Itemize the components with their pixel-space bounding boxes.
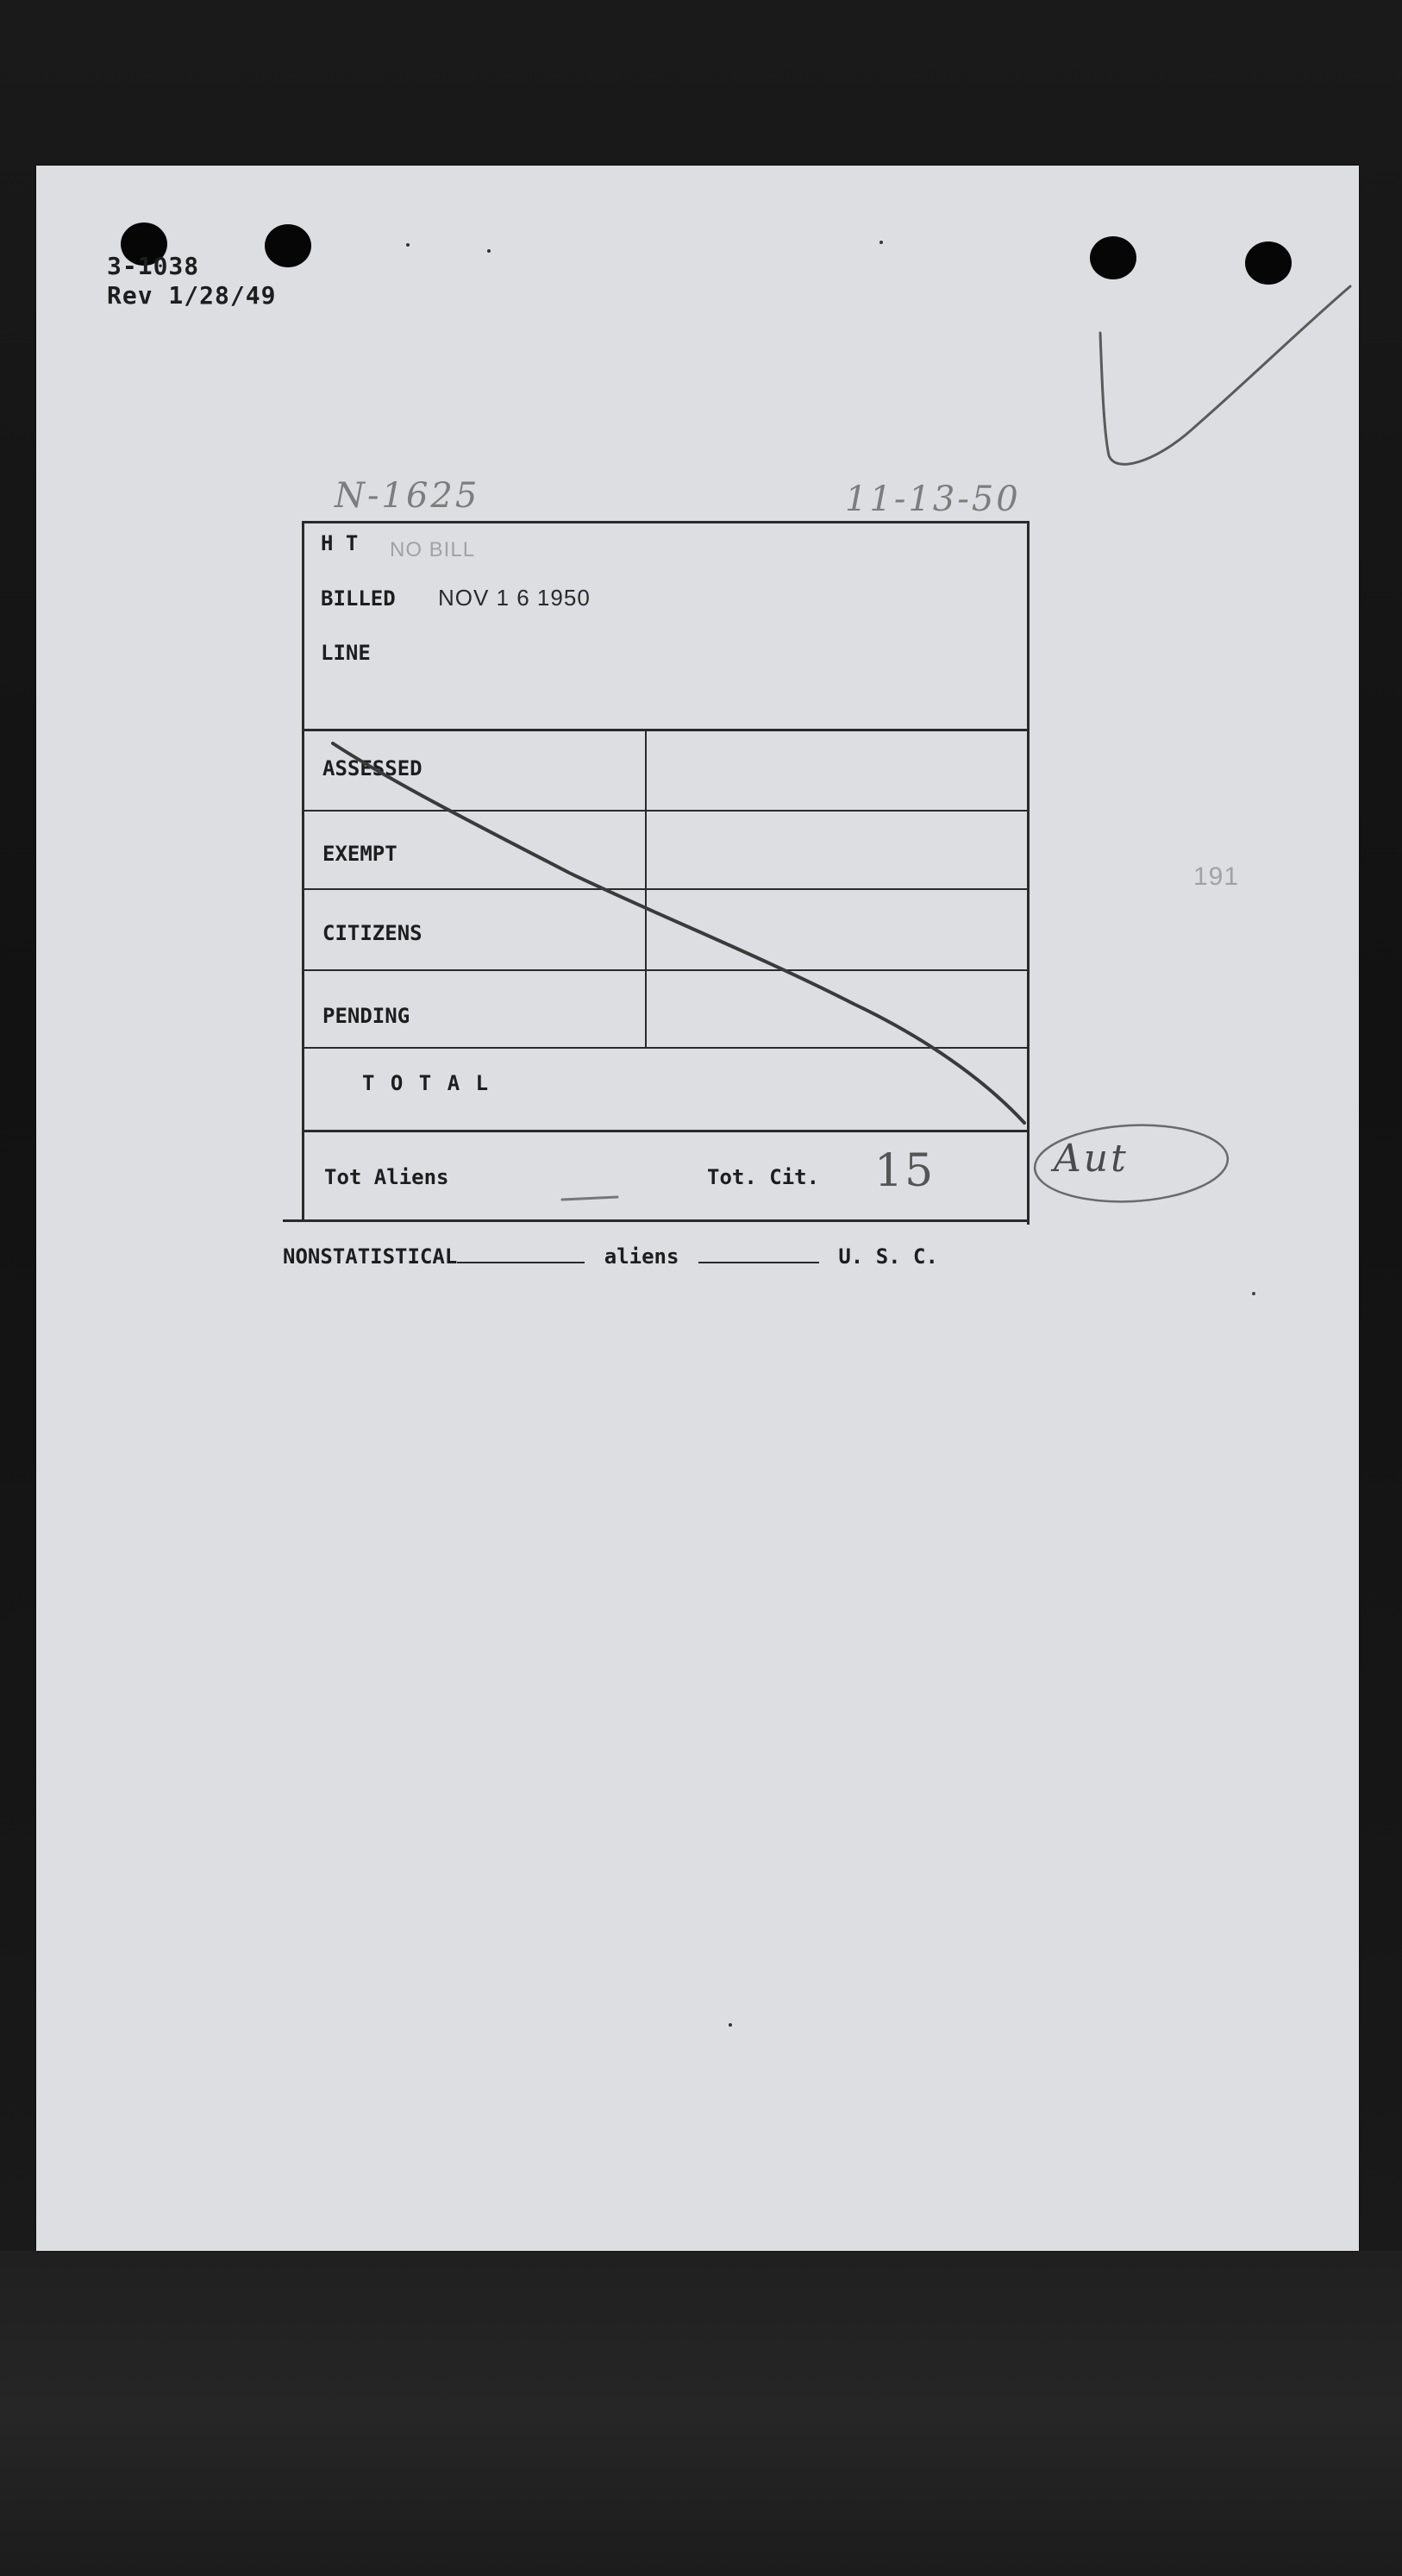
form-code	[107, 252, 276, 310]
handwritten-file-number: N-1625	[335, 476, 480, 516]
box-right-border	[1027, 521, 1030, 1225]
line-label: LINE	[321, 641, 371, 665]
row-divider-1	[302, 810, 1030, 812]
handwritten-date: 11-13-50	[845, 479, 1021, 519]
handwritten-cit-count: 15	[874, 1145, 936, 1197]
usc-label: U. S. C.	[838, 1244, 938, 1269]
aliens-label: aliens	[604, 1244, 679, 1269]
form-number: 3-1038	[107, 252, 200, 280]
nonstatistical-label: NONSTATISTICAL	[283, 1244, 458, 1269]
row-divider-3	[302, 969, 1030, 971]
punch-hole-4	[1245, 241, 1292, 285]
record-card	[36, 166, 1359, 2251]
row-label-exempt: EXEMPT	[322, 842, 397, 866]
box-left-border	[302, 521, 304, 1221]
scanner-bed	[0, 2251, 1402, 2576]
box-top-border	[302, 521, 1030, 523]
row-divider-4	[302, 1047, 1030, 1049]
punch-hole-3	[1090, 236, 1136, 279]
row-label-assessed: ASSESSED	[322, 756, 422, 780]
header-divider	[302, 729, 1030, 731]
ht-stamp-value: NO BILL	[390, 538, 476, 561]
billed-stamp-date: NOV 1 6 1950	[438, 585, 591, 611]
total-label: T O T A L	[362, 1071, 491, 1095]
row-label-citizens: CITIZENS	[322, 921, 422, 945]
margin-number: 191	[1193, 862, 1240, 891]
billed-label: BILLED	[321, 586, 396, 611]
row-divider-2	[302, 888, 1030, 890]
handwritten-initials: Aut	[1054, 1137, 1129, 1181]
nonstatistical-line	[283, 1244, 938, 1269]
box-bottom-border	[283, 1219, 1030, 1222]
total-divider	[302, 1130, 1030, 1132]
tot-aliens-label: Tot Aliens	[324, 1165, 449, 1189]
row-label-pending: PENDING	[322, 1004, 410, 1028]
ht-label: H T	[321, 531, 359, 555]
column-divider	[645, 729, 647, 1049]
nonstatistical-blank	[457, 1246, 585, 1263]
tot-cit-label: Tot. Cit.	[707, 1165, 820, 1189]
form-revision: Rev 1/28/49	[107, 281, 277, 310]
aliens-blank	[698, 1246, 819, 1263]
